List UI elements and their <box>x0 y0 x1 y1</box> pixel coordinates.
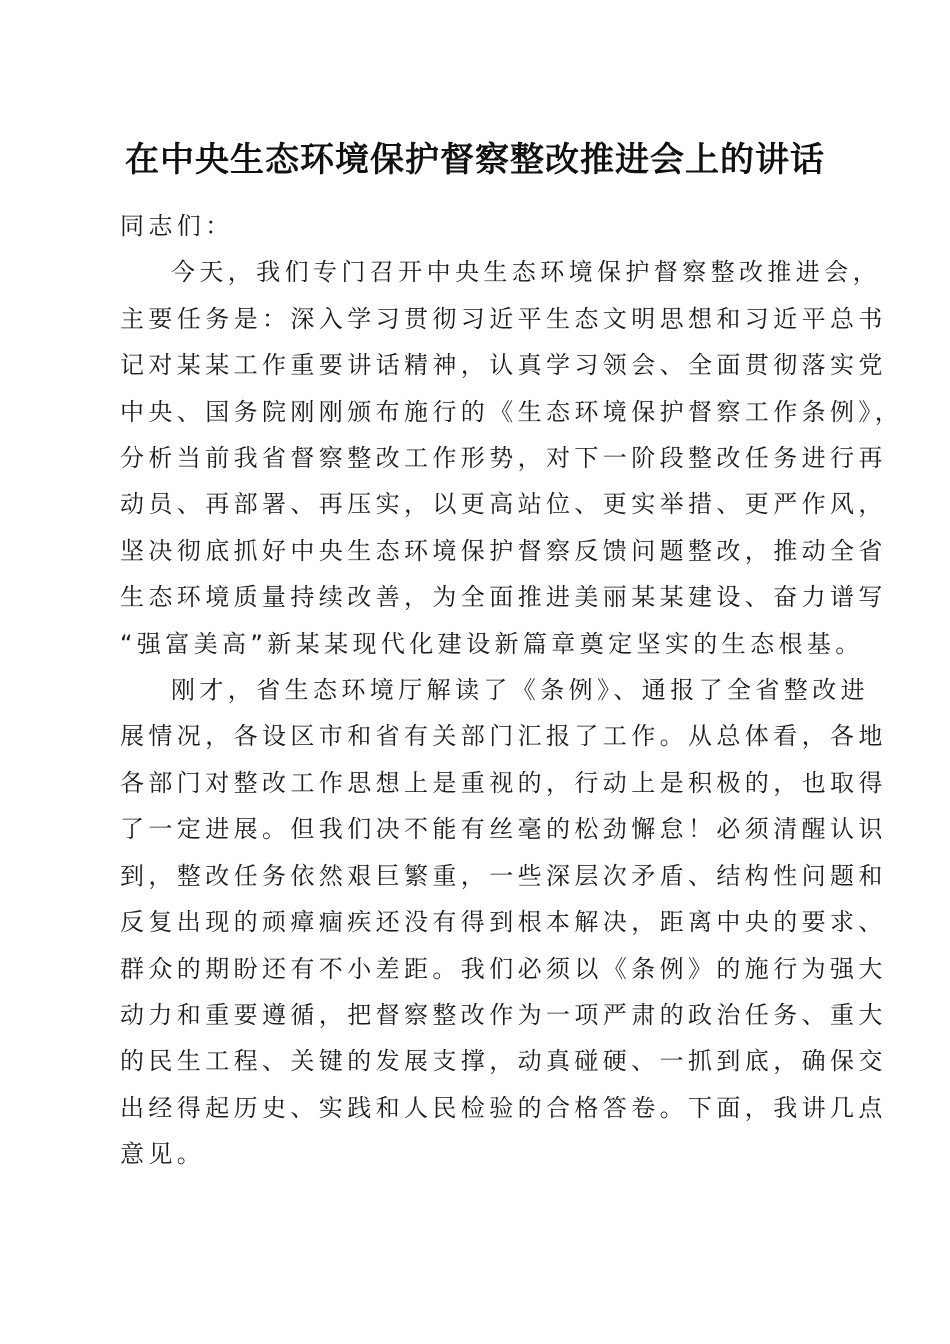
paragraph-line: 动力和重要遵循，把督察整改作为一项严肃的政治任务、重大 <box>120 1000 887 1029</box>
paragraph-line: 了一定进展。但我们决不能有丝毫的松劲懈怠！必须清醒认识 <box>120 815 887 844</box>
paragraph-line: 群众的期盼还有不小差距。我们必须以《条例》的施行为强大 <box>120 954 887 983</box>
paragraph-line: 反复出现的顽瘴痼疾还没有得到根本解决，距离中央的要求、 <box>120 908 887 937</box>
paragraph-line: 动员、再部署、再压实，以更高站位、更实举措、更严作风， <box>120 490 887 519</box>
paragraph-line: 出经得起历史、实践和人民检验的合格答卷。下面，我讲几点 <box>120 1093 887 1122</box>
paragraph-line: 刚才，省生态环境厅解读了《条例》、通报了全省整改进 <box>171 676 869 705</box>
document-title: 在中央生态环境保护督察整改推进会上的讲话 <box>125 140 825 180</box>
paragraph-line: 展情况，各设区市和省有关部门汇报了工作。从总体看，各地 <box>120 722 887 751</box>
paragraph-line: 记对某某工作重要讲话精神，认真学习领会、全面贯彻落实党 <box>120 351 887 380</box>
paragraph-1 <box>120 249 904 667</box>
paragraph-2 <box>120 667 887 1177</box>
paragraph-line: 意见。 <box>120 1140 206 1169</box>
paragraph-line: 生态环境质量持续改善，为全面推进美丽某某建设、奋力谱写 <box>120 583 887 612</box>
document-body <box>120 203 904 1178</box>
paragraph-line: 主要任务是：深入学习贯彻习近平生态文明思想和习近平总书 <box>120 304 887 333</box>
paragraph-line: 到，整改任务依然艰巨繁重，一些深层次矛盾、结构性问题和 <box>120 861 887 890</box>
paragraph-line: 的民生工程、关键的发展支撑，动真碰硬、一抓到底，确保交 <box>120 1047 887 1076</box>
paragraph-line: “强富美高”新某某现代化建设新篇章奠定坚实的生态根基。 <box>120 629 864 658</box>
salutation: 同志们： <box>120 212 234 240</box>
paragraph-line: 今天，我们专门召开中央生态环境保护督察整改推进会， <box>171 258 881 287</box>
paragraph-line: 分析当前我省督察整改工作形势，对下一阶段整改任务进行再 <box>120 444 887 473</box>
paragraph-line: 中央、国务院刚刚颁布施行的《生态环境保护督察工作条例》， <box>120 397 904 426</box>
paragraph-line: 坚决彻底抓好中央生态环境保护督察反馈问题整改，推动全省 <box>120 536 887 565</box>
paragraph-line: 各部门对整改工作思想上是重视的，行动上是积极的，也取得 <box>120 768 887 797</box>
